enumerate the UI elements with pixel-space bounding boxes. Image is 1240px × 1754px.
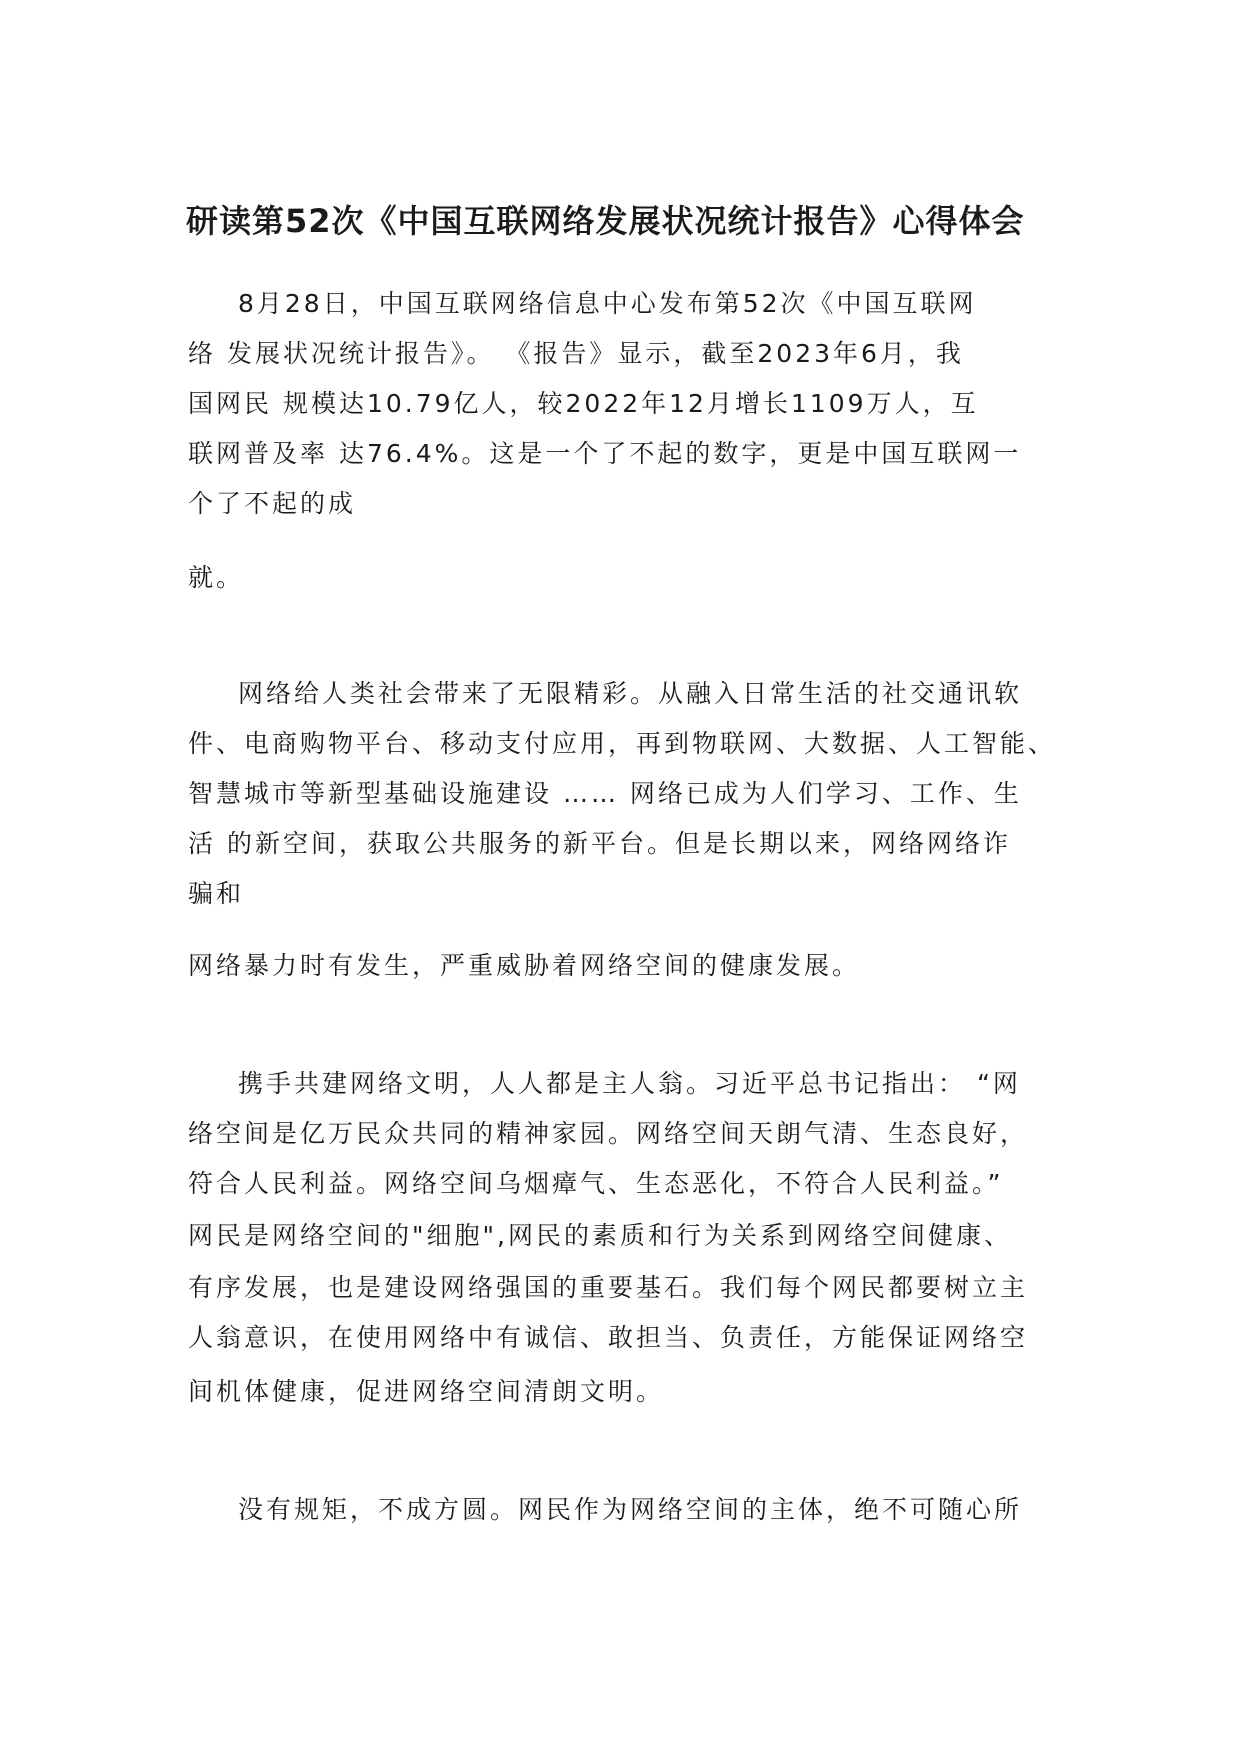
paragraph-line: 网络暴力时有发生，严重威胁着网络空间的健康发展。 (188, 951, 861, 980)
paragraph-line: 件、电商购物平台、移动支付应用，再到物联网、大数据、人工智能、 (188, 729, 1057, 758)
paragraph-line: 活 的新空间，获取公共服务的新平台。但是长期以来，网络网络诈 (188, 829, 1011, 858)
document-title: 研读第52次《中国互联网络发展状况统计报告》心得体会 (186, 202, 1025, 240)
paragraph-line: 网络给人类社会带来了无限精彩。从融入日常生活的社交通讯软 (238, 679, 1023, 708)
paragraph-line: 没有规矩，不成方圆。网民作为网络空间的主体，绝不可随心所 (238, 1495, 1023, 1524)
paragraph-line: 携手共建网络文明，人人都是主人翁。习近平总书记指出： “网 (238, 1069, 1021, 1098)
paragraph-line: 骗和 (188, 879, 245, 908)
paragraph-line: 络空间是亿万民众共同的精神家园。网络空间天朗气清、生态良好， (188, 1119, 1029, 1148)
paragraph-line: 有序发展，也是建设网络强国的重要基石。我们每个网民都要树立主 (188, 1273, 1029, 1302)
paragraph-line: 间机体健康，促进网络空间清朗文明。 (188, 1377, 665, 1406)
paragraph-line: 就。 (188, 563, 245, 592)
paragraph-line: 网民是网络空间的"细胞",网民的素质和行为关系到网络空间健康、 (188, 1221, 1012, 1250)
paragraph-line: 联网普及率 达76.4%。这是一个了不起的数字，更是中国互联网一 (188, 439, 1022, 468)
paragraph-line: 智慧城市等新型基础设施建设 …… 网络已成为人们学习、工作、生 (188, 779, 1022, 808)
paragraph-line: 个了不起的成 (188, 489, 357, 518)
paragraph-line: 人翁意识，在使用网络中有诚信、敢担当、负责任，方能保证网络空 (188, 1323, 1029, 1352)
paragraph-line: 符合人民利益。网络空间乌烟瘴气、生态恶化，不符合人民利益。” (188, 1169, 1004, 1198)
paragraph-line: 8月28日，中国互联网络信息中心发布第52次《中国互联网 (238, 289, 977, 318)
paragraph-line: 国网民 规模达10.79亿人，较2022年12月增长1109万人，互 (188, 389, 979, 418)
paragraph-line: 络 发展状况统计报告》。 《报告》显示，截至2023年6月，我 (188, 339, 964, 368)
